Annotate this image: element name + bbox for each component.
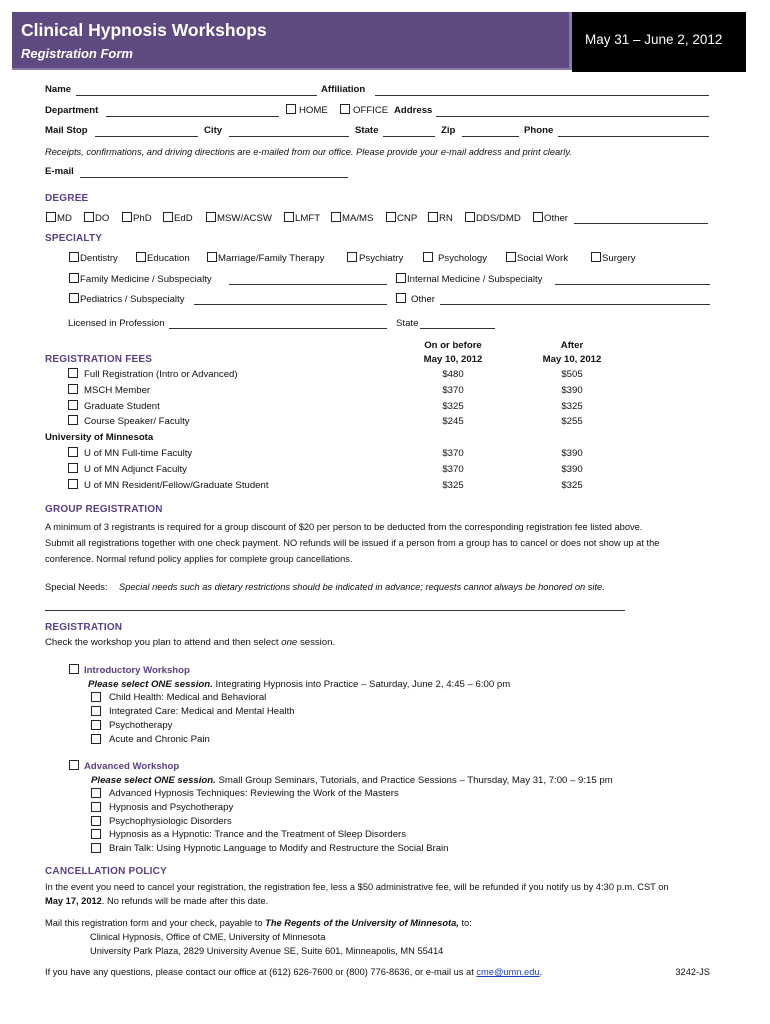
fee-msch-member-checkbox[interactable] [68, 384, 78, 394]
registration-fees-heading: REGISTRATION FEES [45, 354, 153, 365]
intro-session-checkbox[interactable] [91, 706, 101, 716]
licensed-in-field[interactable] [169, 328, 387, 329]
specialty-education-checkbox[interactable] [136, 252, 146, 262]
office-label: OFFICE [353, 105, 389, 116]
degree-phd-checkbox[interactable] [122, 212, 132, 222]
degree-lmft-checkbox[interactable] [284, 212, 294, 222]
degree-mams-label: MA/MS [342, 213, 374, 224]
intro-session-label: Integrated Care: Medical and Mental Health [109, 706, 295, 717]
degree-other-label: Other [544, 213, 568, 224]
footer-period: . [539, 967, 543, 977]
special-needs-label: Special Needs: [45, 582, 108, 592]
specialty-psychology-checkbox[interactable] [423, 252, 433, 262]
fee-label: Graduate Student [84, 401, 160, 412]
mail-stop-field[interactable] [95, 136, 198, 137]
intro-select-one: Please select ONE session. [88, 679, 213, 690]
fee-column-before-line2: May 10, 2012 [423, 354, 483, 365]
fee-column-after-line1: After [560, 340, 584, 351]
intro-details: Integrating Hypnosis into Practice – Saturday, June 2, 4:45 – 6:00 pm [212, 679, 511, 690]
fee-before: $370 [442, 385, 464, 396]
specialty-heading: SPECIALTY [45, 233, 103, 244]
degree-msw-checkbox[interactable] [206, 212, 216, 222]
specialty-psychiatry-checkbox[interactable] [347, 252, 357, 262]
specialty-education-label: Education [147, 253, 190, 264]
specialty-pediatrics-checkbox[interactable] [69, 293, 79, 303]
advanced-workshop-checkbox[interactable] [69, 760, 79, 770]
fee-after: $390 [561, 385, 583, 396]
adv-session-checkbox[interactable] [91, 829, 101, 839]
adv-session-label: Brain Talk: Using Hypnotic Language to Modify and Restructure the Social Brain [109, 843, 449, 854]
introductory-workshop-description [88, 679, 510, 691]
degree-edd-label: EdD [174, 213, 193, 224]
registration-heading: REGISTRATION [45, 622, 123, 633]
specialty-social-work-label: Social Work [517, 253, 569, 264]
address-field[interactable] [436, 116, 709, 117]
footer-questions-text: If you have any questions, please contact our office at (612) 626-7600 or (800) 776-8636, or e-mail us at [45, 967, 477, 977]
adv-session-label: Hypnosis and Psychotherapy [109, 802, 234, 813]
cancellation-no-refunds: . No refunds will be made after this date. [101, 896, 269, 906]
degree-edd-checkbox[interactable] [163, 212, 173, 222]
footer-email-link[interactable]: cme@umn.edu [476, 967, 540, 977]
specialty-internal-medicine-label: Internal Medicine / Subspecialty [407, 274, 543, 285]
specialty-mft-label: Marriage/Family Therapy [218, 253, 325, 264]
family-medicine-subspecialty-field[interactable] [229, 284, 387, 285]
fee-umn-adjunct-checkbox[interactable] [68, 463, 78, 473]
specialty-surgery-checkbox[interactable] [591, 252, 601, 262]
form-subtitle: Registration Form [21, 46, 133, 61]
intro-session-checkbox[interactable] [91, 720, 101, 730]
specialty-pediatrics-label: Pediatrics / Subspecialty [80, 294, 185, 305]
degree-phd-label: PhD [133, 213, 152, 224]
city-label: City [204, 125, 223, 136]
specialty-other-checkbox[interactable] [396, 293, 406, 303]
affiliation-label: Affiliation [321, 84, 366, 95]
mail-text-b: to: [458, 918, 472, 928]
specialty-mft-checkbox[interactable] [207, 252, 217, 262]
fee-column-after-line2: May 10, 2012 [542, 354, 602, 365]
affiliation-field[interactable] [375, 95, 709, 96]
name-field[interactable] [76, 95, 317, 96]
home-label: HOME [299, 105, 328, 116]
cancellation-line2 [45, 895, 268, 907]
umn-heading: University of Minnesota [45, 432, 154, 443]
mail-payee: The Regents of the University of Minnesota, [265, 918, 459, 928]
specialty-psychology-label: Psychology [438, 253, 488, 264]
group-text-line3: conference. Normal refund policy applies for complete group cancellations. [45, 554, 353, 564]
mail-stop-label: Mail Stop [45, 125, 88, 136]
introductory-workshop-title: Introductory Workshop [84, 665, 190, 676]
advanced-workshop-title: Advanced Workshop [84, 761, 180, 772]
fee-label: U of MN Full-time Faculty [84, 448, 193, 459]
fee-after: $325 [561, 480, 583, 491]
adv-session-label: Advanced Hypnosis Techniques: Reviewing the Work of the Masters [109, 788, 399, 799]
footer-questions [45, 966, 542, 978]
degree-do-checkbox[interactable] [84, 212, 94, 222]
zip-label: Zip [441, 125, 456, 136]
fee-label: Course Speaker/ Faculty [84, 416, 190, 427]
fee-before: $370 [442, 448, 464, 459]
degree-md-label: MD [57, 213, 72, 224]
group-text-line1: A minimum of 3 registrants is required for a group discount of $20 per person to be deducted from the corresponding registration fee listed above. [45, 522, 643, 532]
specialty-psychiatry-label: Psychiatry [359, 253, 404, 264]
adv-session-label: Psychophysiologic Disorders [109, 816, 232, 827]
fee-after: $505 [561, 369, 583, 380]
specialty-dentistry-label: Dentistry [80, 253, 118, 264]
degree-do-label: DO [95, 213, 110, 224]
intro-session-label: Acute and Chronic Pain [109, 734, 210, 745]
cancellation-line1: In the event you need to cancel your registration, the registration fee, less a $50 administrative fee, will be refunded if you notify us by 4:30 p.m. CST on [45, 882, 669, 892]
email-label: E-mail [45, 166, 74, 177]
fee-before: $325 [442, 401, 464, 412]
intro-session-checkbox[interactable] [91, 734, 101, 744]
pediatrics-subspecialty-field[interactable] [194, 304, 387, 305]
degree-rn-checkbox[interactable] [428, 212, 438, 222]
degree-cnp-label: CNP [397, 213, 418, 224]
email-field[interactable] [80, 177, 348, 178]
instructions-emphasis: one [281, 637, 298, 648]
specialty-other-label: Other [411, 294, 435, 305]
form-title: Clinical Hypnosis Workshops [21, 20, 267, 40]
specialty-internal-medicine-checkbox[interactable] [396, 273, 406, 283]
mail-instructions [45, 917, 472, 929]
fee-course-speaker-checkbox[interactable] [68, 415, 78, 425]
workshop-dates: May 31 – June 2, 2012 [585, 32, 723, 47]
degree-dds-label: DDS/DMD [476, 213, 521, 224]
office-checkbox[interactable] [340, 104, 350, 114]
specialty-social-work-checkbox[interactable] [506, 252, 516, 262]
license-state-field[interactable] [420, 328, 495, 329]
special-needs-field[interactable] [45, 610, 625, 611]
degree-msw-label: MSW/ACSW [217, 213, 272, 224]
adv-select-one: Please select ONE session. [91, 775, 216, 786]
special-needs-text: Special needs such as dietary restrictions should be indicated in advance; requests cannot always be honored on site. [119, 582, 605, 592]
adv-details: Small Group Seminars, Tutorials, and Practice Sessions – Thursday, May 31, 7:00 – 9:15 pm [215, 775, 613, 786]
specialty-family-medicine-checkbox[interactable] [69, 273, 79, 283]
fee-after: $255 [561, 416, 583, 427]
fee-before: $245 [442, 416, 464, 427]
degree-md-checkbox[interactable] [46, 212, 56, 222]
advanced-workshop-description [91, 775, 613, 787]
introductory-workshop-checkbox[interactable] [69, 664, 79, 674]
address-label: Address [394, 105, 433, 116]
fee-after: $325 [561, 401, 583, 412]
fee-after: $390 [561, 464, 583, 475]
intro-session-label: Psychotherapy [109, 720, 173, 731]
degree-other-checkbox[interactable] [533, 212, 543, 222]
state-field[interactable] [383, 136, 435, 137]
fee-after: $390 [561, 448, 583, 459]
state-label: State [355, 125, 379, 136]
instructions-part2: session. [297, 637, 336, 648]
intro-session-label: Child Health: Medical and Behavioral [109, 692, 267, 703]
cancellation-heading: CANCELLATION POLICY [45, 866, 167, 877]
specialty-dentistry-checkbox[interactable] [69, 252, 79, 262]
instructions-part1: Check the workshop you plan to attend and then select [45, 637, 282, 648]
group-text-line2: Submit all registrations together with one check payment. NO refunds will be issued if a person from a group has to cancel or does not show up at the [45, 538, 660, 548]
fee-before: $325 [442, 480, 464, 491]
licensed-in-label: Licensed in Profession [68, 318, 165, 329]
name-label: Name [45, 84, 72, 95]
zip-field[interactable] [462, 136, 519, 137]
intro-session-checkbox[interactable] [91, 692, 101, 702]
department-field[interactable] [106, 116, 279, 117]
fee-label: MSCH Member [84, 385, 151, 396]
internal-medicine-subspecialty-field[interactable] [555, 284, 710, 285]
degree-lmft-label: LMFT [295, 213, 321, 224]
degree-other-field[interactable] [574, 223, 708, 224]
mail-address-line2: University Park Plaza, 2829 University Avenue SE, Suite 601, Minneapolis, MN 55414 [90, 946, 444, 956]
header-banner [12, 12, 572, 70]
date-banner [572, 12, 746, 72]
home-checkbox[interactable] [286, 104, 296, 114]
degree-dds-checkbox[interactable] [465, 212, 475, 222]
department-label: Department [45, 105, 99, 116]
registration-instructions [45, 637, 335, 649]
cancellation-date: May 17, 2012 [45, 896, 102, 906]
fee-umn-resident-checkbox[interactable] [68, 479, 78, 489]
fee-full-registration-checkbox[interactable] [68, 368, 78, 378]
mail-address-line1: Clinical Hypnosis, Office of CME, University of Minnesota [90, 932, 326, 942]
license-state-label: State [396, 318, 419, 329]
fee-graduate-student-checkbox[interactable] [68, 400, 78, 410]
adv-session-checkbox[interactable] [91, 788, 101, 798]
adv-session-label: Hypnosis as a Hypnotic: Trance and the Treatment of Sleep Disorders [109, 829, 407, 840]
degree-cnp-checkbox[interactable] [386, 212, 396, 222]
specialty-family-medicine-label: Family Medicine / Subspecialty [80, 274, 212, 285]
phone-field[interactable] [558, 136, 709, 137]
fee-before: $370 [442, 464, 464, 475]
fee-label: Full Registration (Intro or Advanced) [84, 369, 238, 380]
fee-before: $480 [442, 369, 464, 380]
form-code: 3242-JS [675, 967, 710, 977]
adv-session-checkbox[interactable] [91, 816, 101, 826]
adv-session-checkbox[interactable] [91, 802, 101, 812]
group-registration-heading: GROUP REGISTRATION [45, 504, 163, 515]
degree-rn-label: RN [439, 213, 453, 224]
fee-label: U of MN Resident/Fellow/Graduate Student [84, 480, 269, 491]
adv-session-checkbox[interactable] [91, 843, 101, 853]
mail-text-a: Mail this registration form and your check, payable to [45, 918, 266, 928]
phone-label: Phone [524, 125, 554, 136]
fee-label: U of MN Adjunct Faculty [84, 464, 187, 475]
city-field[interactable] [229, 136, 349, 137]
degree-heading: DEGREE [45, 193, 89, 204]
degree-mams-checkbox[interactable] [331, 212, 341, 222]
specialty-other-field[interactable] [440, 304, 710, 305]
fee-umn-fulltime-checkbox[interactable] [68, 447, 78, 457]
fee-column-before-line1: On or before [424, 340, 482, 351]
email-note: Receipts, confirmations, and driving directions are e-mailed from our office. Please provide your e-mail address and print clearly. [45, 147, 572, 157]
specialty-surgery-label: Surgery [602, 253, 636, 264]
